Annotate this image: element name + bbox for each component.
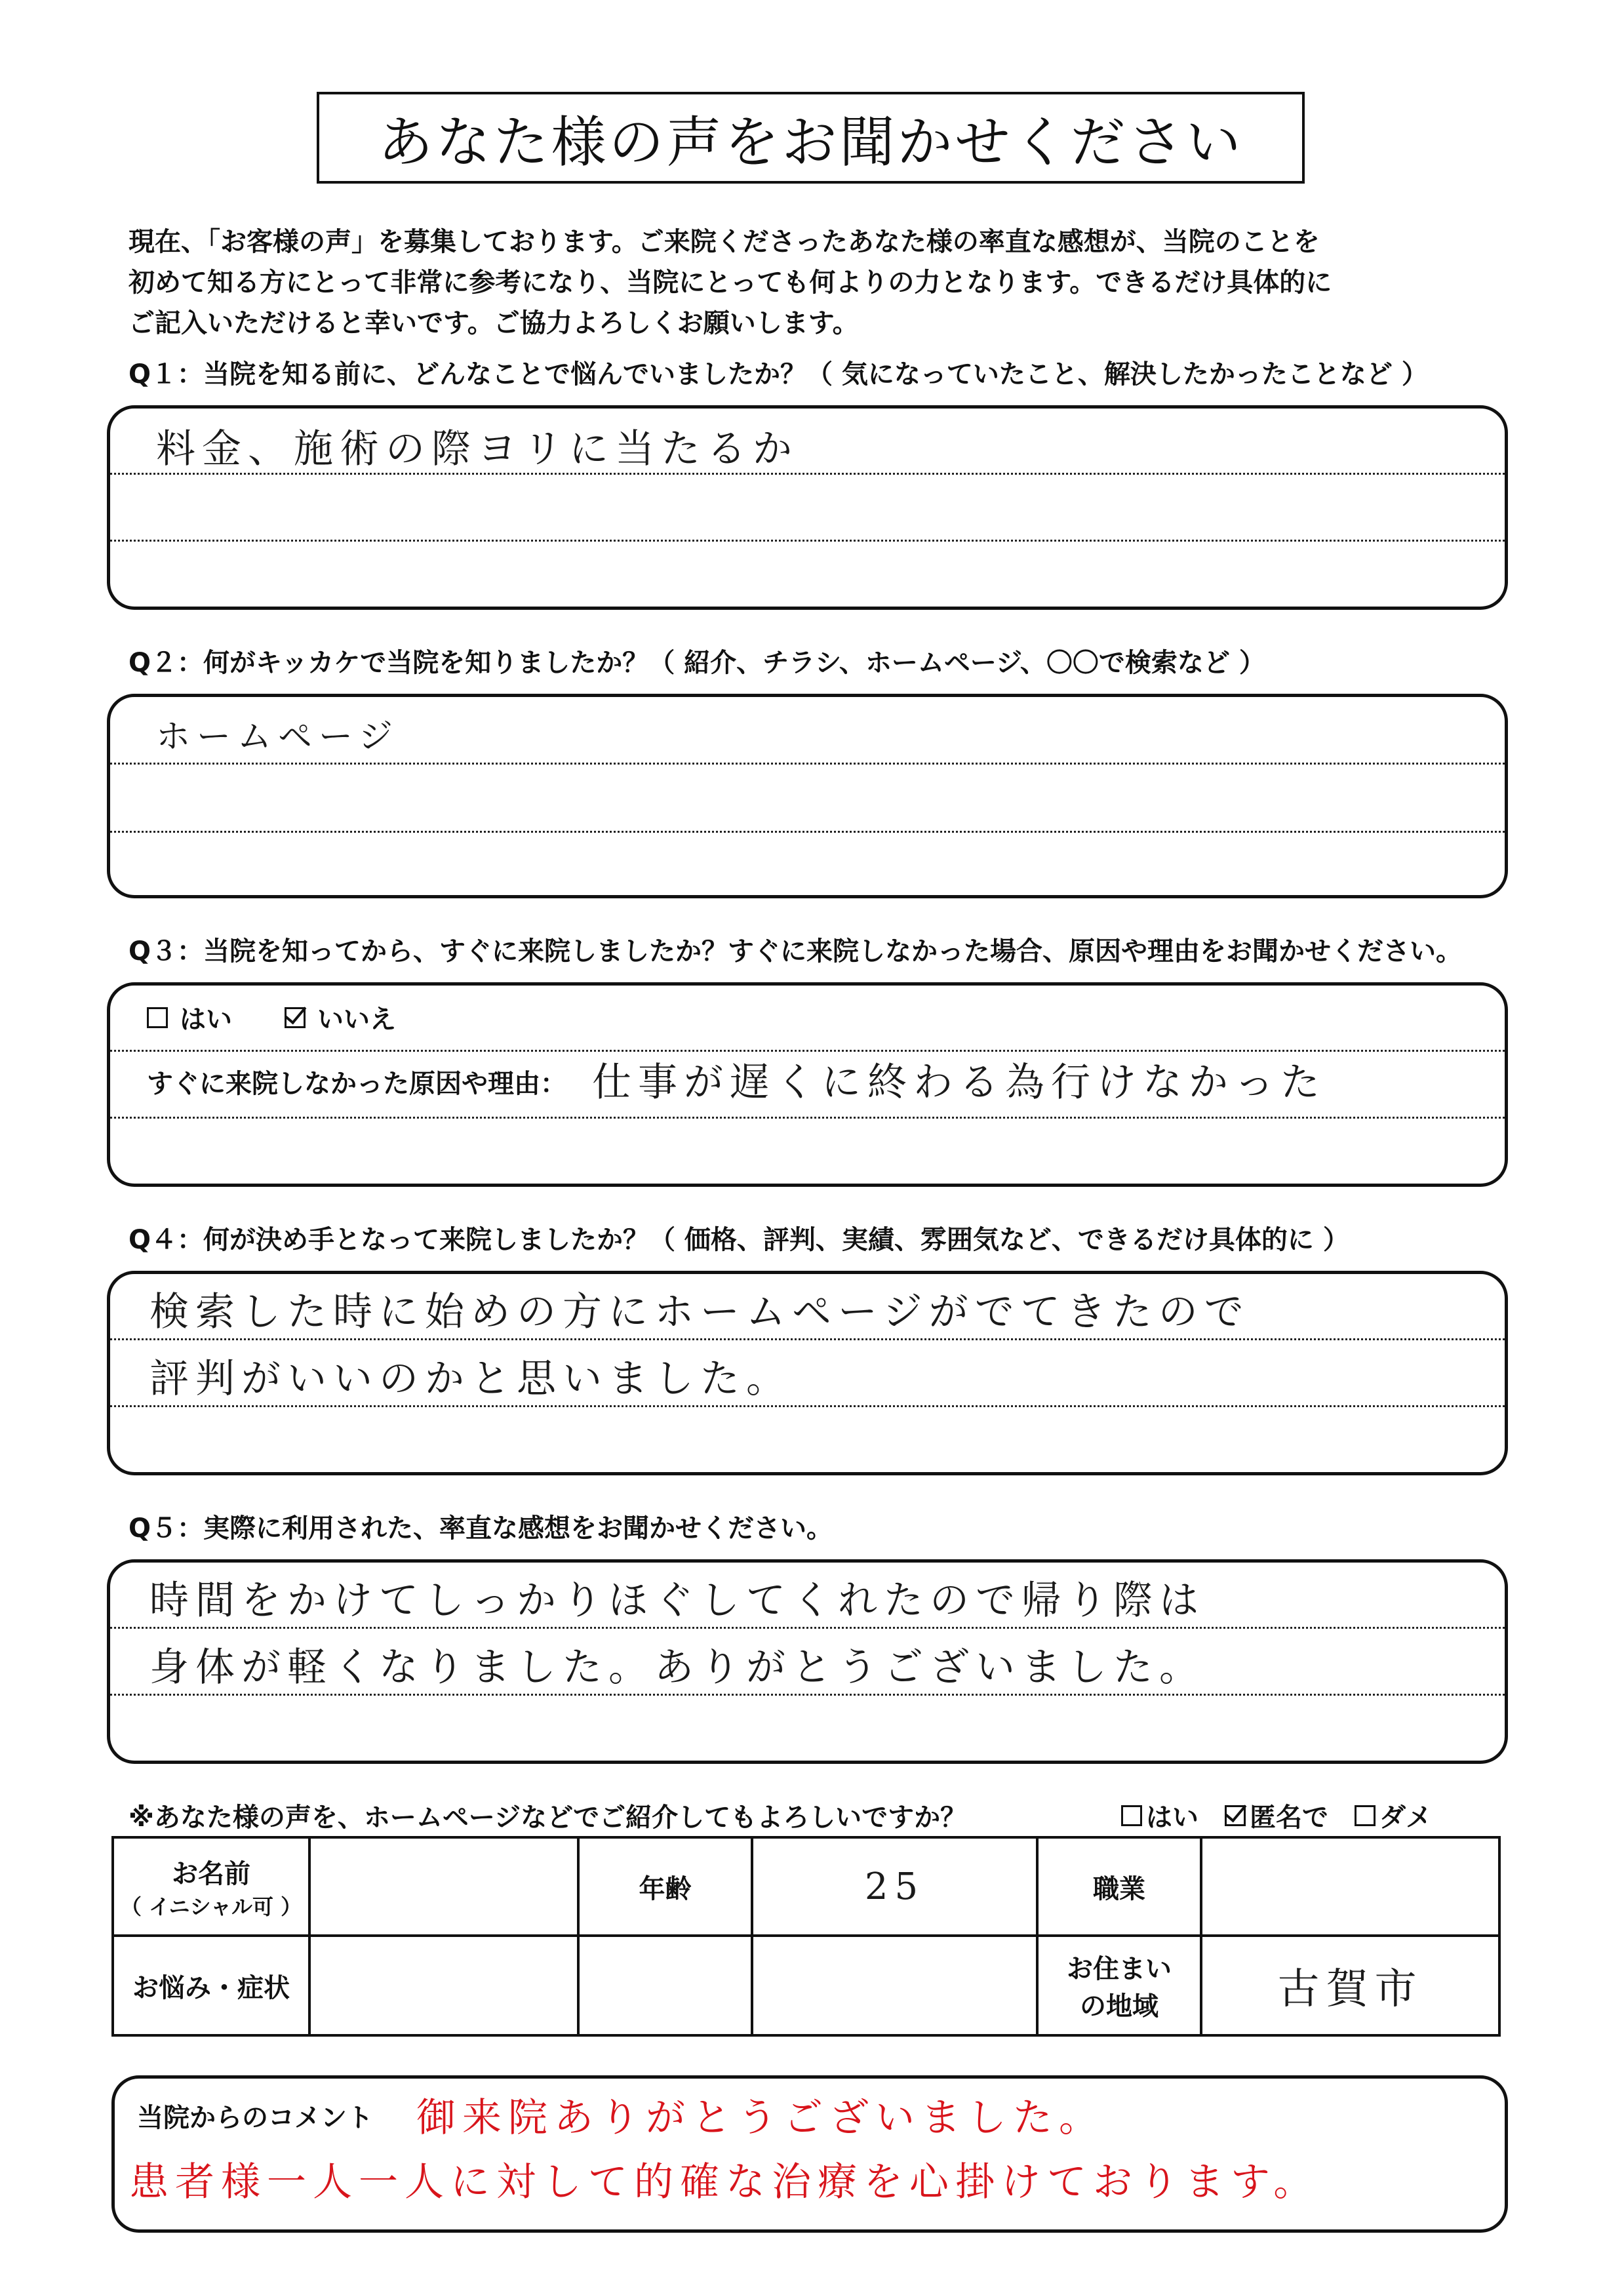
permission-options [1121,1797,1432,1834]
job-field[interactable] [1201,1837,1499,1936]
permission-option-no[interactable] [1355,1797,1432,1834]
ruled-line [110,540,1505,542]
clinic-comment-box [111,2075,1508,2233]
ruled-line [110,1627,1505,1629]
symptom-label: お悩み・症状 [113,1936,309,2035]
q2-answer-box[interactable] [107,694,1508,898]
ruled-line [110,831,1505,833]
intro-line: 現在、「お客様の声」を募集しております。ご来院くださったあなた様の率直な感想が、当院のことを [129,227,1320,257]
q3-no-checkbox[interactable] [285,1007,306,1028]
option-label: 匿名で [1250,1803,1328,1833]
comment-label: 当院からのコメント [137,2103,373,2133]
q5-answer-line: 時間をかけてしっかりほぐしてくれたので帰り際は [149,1578,1205,1624]
symptom-field-extra[interactable] [578,1936,752,2035]
ruled-line [110,763,1505,765]
name-field[interactable] [309,1837,578,1936]
checkbox[interactable] [1355,1805,1376,1826]
intro-line: ご記入いただけると幸いです。ご協力よろしくお願いします。 [129,308,859,338]
q1-label: Q１：当院を知る前に、どんなことで悩んでいましたか？（ 気になっていたこと、解決したかったことなど ） [129,359,1428,389]
q5-label: Q５：実際に利用された、率直な感想をお聞かせください。 [129,1513,833,1544]
area-label: お住まい [1067,1954,1172,1984]
option-label: ダメ [1379,1803,1432,1833]
q4-answer-line: 検索した時に始めの方にホームページがでてきたので [149,1289,1250,1335]
q3-reason-label: すぐに来院しなかった原因や理由： [147,1069,566,1099]
intro-text [129,222,1479,344]
q3-yes-checkbox[interactable] [147,1007,168,1028]
q2-label: Q２：何がキッカケで当院を知りましたか？（ 紹介、チラシ、ホームページ、〇〇で検索など ） [129,648,1265,678]
permission-question: ※あなた様の声を、ホームページなどでご紹介してもよろしいですか？ [129,1803,967,1833]
intro-line: 初めて知る方にとって非常に参考になり、当院にとっても何よりの力となります。できるだけ具体的に [129,268,1332,298]
ruled-line [110,1405,1505,1407]
name-label: お名前 [172,1858,250,1889]
age-label: 年齢 [578,1837,752,1936]
q3-yes-label: はい [180,1005,232,1035]
symptom-field[interactable] [309,1936,578,2035]
checkbox[interactable] [1121,1805,1142,1826]
name-note: （ イニシャル可 ） [120,1894,302,1919]
q3-no-label: いいえ [317,1005,396,1035]
q1-answer-line: 料金、施術の際ヨリに当たるか [156,426,799,472]
ruled-line [110,1338,1505,1340]
name-label-cell [113,1837,309,1936]
area-value: 古賀市 [1277,1965,1423,2014]
comment-line: 御来院ありがとうございました。 [416,2095,1105,2141]
q5-answer-line: 身体が軽くなりました。ありがとうございました。 [149,1645,1205,1690]
q3-label: Q３：当院を知ってから、すぐに来院しましたか？すぐに来院しなかった場合、原因や理由をお聞かせください。 [129,936,1463,967]
comment-line: 患者様一人一人に対して的確な治療を心掛けております。 [129,2159,1320,2205]
option-label: はい [1146,1803,1198,1833]
age-value: 25 [864,1865,925,1908]
page-title: あなた様の声をお聞かせください [317,92,1305,184]
ruled-line [110,1117,1505,1119]
q2-answer-line: ホームページ [156,717,399,757]
q3-choice-row [147,999,396,1036]
q5-answer-box[interactable] [107,1559,1508,1764]
area-label-cell [1037,1936,1201,2035]
permission-option-yes[interactable] [1121,1797,1198,1834]
q4-answer-line: 評判がいいのかと思いました。 [149,1356,792,1402]
area-field[interactable] [1201,1936,1499,2035]
area-label: の地域 [1080,1991,1159,2022]
q1-answer-box[interactable] [107,405,1508,610]
checkbox[interactable] [1225,1805,1246,1826]
permission-option-anonymous[interactable] [1225,1797,1328,1834]
q4-label: Q４：何が決め手となって来院しましたか？（ 価格、評判、実績、雰囲気など、できるだけ具体的に ） [129,1225,1349,1255]
age-field[interactable] [752,1837,1037,1936]
q3-answer-box[interactable] [107,982,1508,1187]
job-label: 職業 [1037,1837,1201,1936]
q4-answer-box[interactable] [107,1271,1508,1475]
ruled-line [110,1694,1505,1696]
profile-table [111,1836,1501,2037]
symptom-field-extra[interactable] [752,1936,1037,2035]
q3-reason-answer: 仕事が遅くに終わる為行けなかった [592,1060,1326,1106]
